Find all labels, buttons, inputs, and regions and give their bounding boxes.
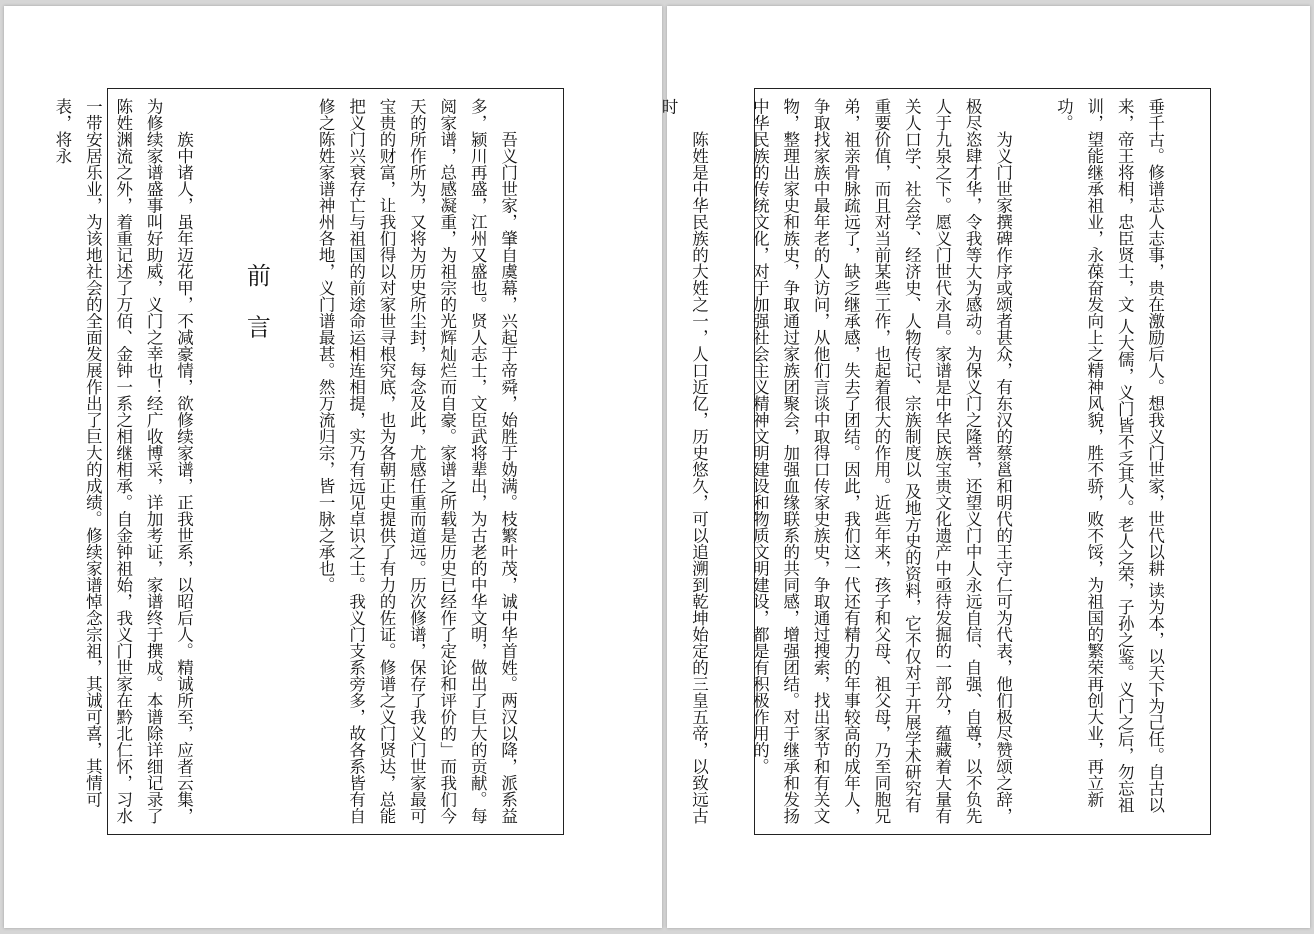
right-vertical-text xyxy=(659,89,1210,834)
preface-title: 前 言 xyxy=(242,263,271,349)
right-text-frame xyxy=(659,88,1211,835)
left-text-frame xyxy=(52,88,564,835)
preface-paragraph-2: 族中诸人，虽年迈花甲，不减豪情，欲修续家谱，正我世系，以昭后人。精诚所至，应者云集，为修续家谱盛事叫好助威，义门之幸也！经广收博采，详加考证，家谱终于撰成。本谱除详细记录了陈姓渊流之外，着重记述了万佰、金钟一系之相继相承。自金钟祖始，我义门世家在黔北仁怀，习水一带安居乐业，为该地社会的全面发展作出了巨大的成绩。修续家谱悼念宗祖，其诚可喜，其情可表，将永 xyxy=(52,98,194,824)
left-page xyxy=(4,6,662,928)
continued-paragraph-3: 陈姓是中华民族的大姓之一，人口近亿，历史悠久，可以追溯到乾坤始定的三皇五帝，以致远古时 xyxy=(659,98,709,824)
continued-paragraph-1: 垂千古。修谱志人志事，贵在激励后人。想我义门世家，世代以耕 读为本，以天下为己任。自古以来，帝王将相，忠臣贤士，文 人大儒，义门皆不乏其人。老人之荣，子孙之鉴。义门之后，勿忘祖训，望能继承祖业，永葆奋发向上之精神风貌，胜不骄，败不馁，为祖国的繁荣再创大业，再立新功。 xyxy=(1054,98,1165,813)
preface-paragraph-1: 吾义门世家，肇自虞幕，兴起于帝舜，始胜于妫满。枝繁叶茂，诚中华首姓。两汉以降，派系益多，颍川再盛，江州又盛也。贤人志士，文臣武将辈出，为古老的中华文明，做出了巨大的贡献。每阅家谱，总感凝重，为祖宗的光辉灿烂而自豪。家谱之所载是历史已经作了定论和评价的」而我们今天的所作所为，又将为历史所尘封，每念及此，尤感任重而道远。历次修谱，保存了我义门世家最可宝贵的财富，让我们得以对家世寻根究底，也为各朝正史提供了有力的佐证。修谱之义门贤达，总能把义门兴衰存亡与祖国的前途命运相连相提，实乃有远见卓识之士。我义门支系旁多，故各系皆有自修之陈姓家谱神州各地，义门谱最甚。然万流归宗，皆一脉之承也。 xyxy=(316,98,518,824)
right-page xyxy=(659,6,1310,928)
continued-paragraph-2: 为义门世家撰碑作序或颂者甚众，有东汉的蔡邕和明代的王守仁可为代表，他们极尽赞颂之辞，极尽恣肆才华，令我等大为感动。为保义门之隆誉，还望义门中人永远自信、自强、自尊，以不负先人于九泉之下。愿义门世代永昌。家谱是中华民族宝贵文化遗产中亟待发掘的一部分，蕴藏着大量有关人口学、社会学、经济史、人物传记、宗族制度以 及地方史的资料，它不仅对于开展学术研究有重要价值，而且对当前某些工作，也起着很大的作用。近些年来，孩子和父母、祖父母，乃至同胞兄弟，祖亲骨脉疏远了，缺乏继承感，失去了团结。因此，我们这一代还有精力的年事较高的成年人，争取找家族中最年老的人访问，从他们言谈中取得口传家史族史，争取通过搜索，找出家节和有关文物，整理出家史和族史，争取通过家族团聚会，加强血缘联系的共同感，增强团结。对于继承和发扬中华民族的传统文化，对于加强社会主义精神文明建设和物质文明建设，都是有积极作用的。 xyxy=(750,98,1013,824)
left-vertical-text xyxy=(52,89,563,834)
